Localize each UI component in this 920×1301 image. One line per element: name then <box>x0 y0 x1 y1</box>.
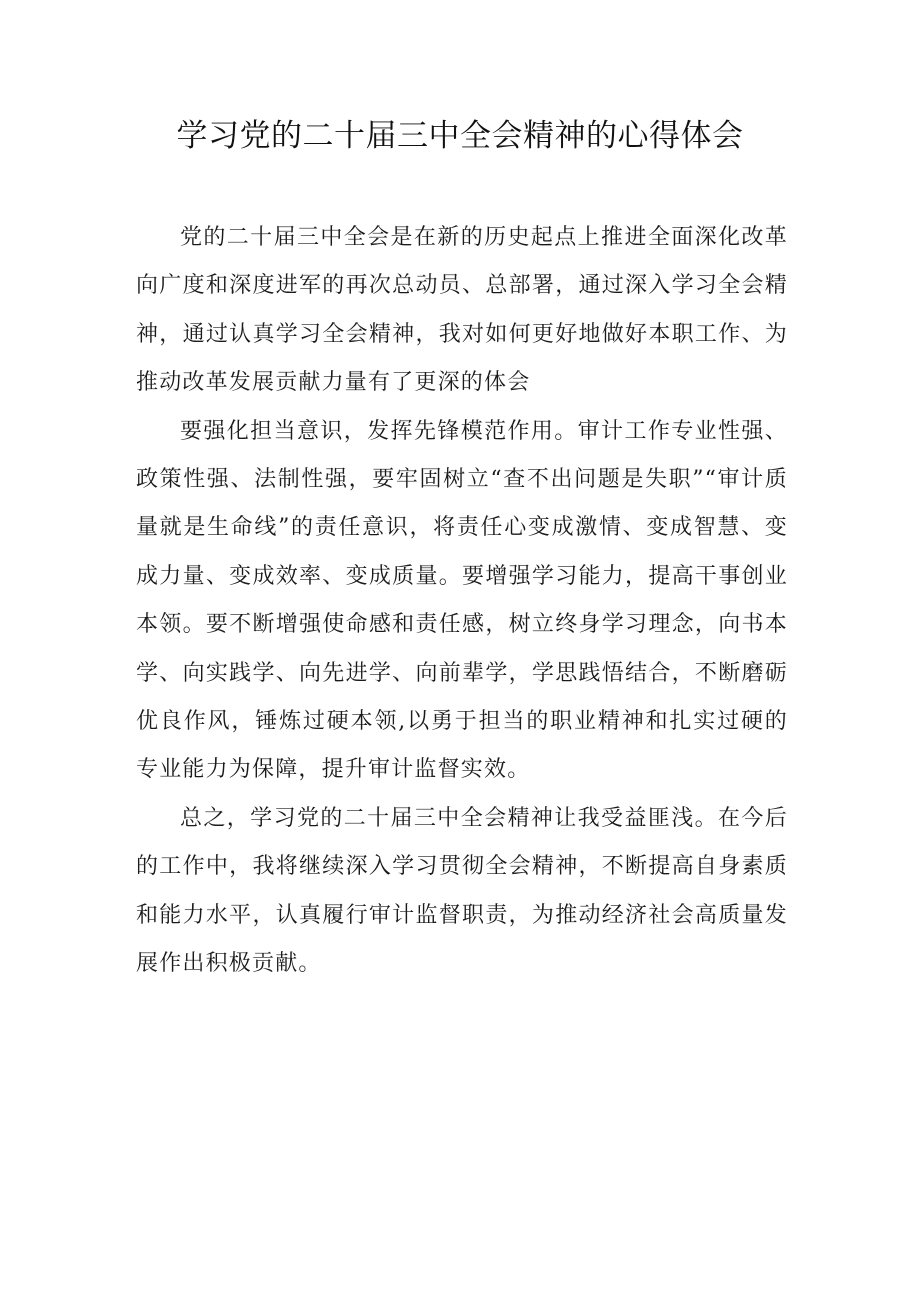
document-body <box>136 214 788 989</box>
paragraph-intro: 党的二十届三中全会是在新的历史起点上推进全面深化改革向广度和深度进军的再次总动员、总部署，通过深入学习全会精神，通过认真学习全会精神，我对如何更好地做好本职工作、为推动改革发展贡献力量有了更深的体会 <box>136 225 788 396</box>
document-title: 学习党的二十届三中全会精神的心得体会 <box>176 118 744 154</box>
paragraph-conclusion: 总之，学习党的二十届三中全会精神让我受益匪浅。在今后的工作中，我将继续深入学习贯彻全会精神，不断提高自身素质和能力水平，认真履行审计监督职责，为推动经济社会高质量发展作出积极贡献。 <box>136 805 788 977</box>
paragraph-responsibility: 要强化担当意识，发挥先锋模范作用。审计工作专业性强、政策性强、法制性强，要牢固树立“查不出问题是失职”“审计质量就是生命线”的责任意识，将责任心变成激情、变成智慧、变成力量、变成效率、变成质量。要增强学习能力，提高干事创业本领。要不断增强使命感和责任感，树立终身学习理念，向书本学、向实践学、向先进学、向前辈学，学思践悟结合，不断磨砺优良作风，锤炼过硬本领,以勇于担当的职业精神和扎实过硬的专业能力为保障，提升审计监督实效。 <box>136 418 788 783</box>
